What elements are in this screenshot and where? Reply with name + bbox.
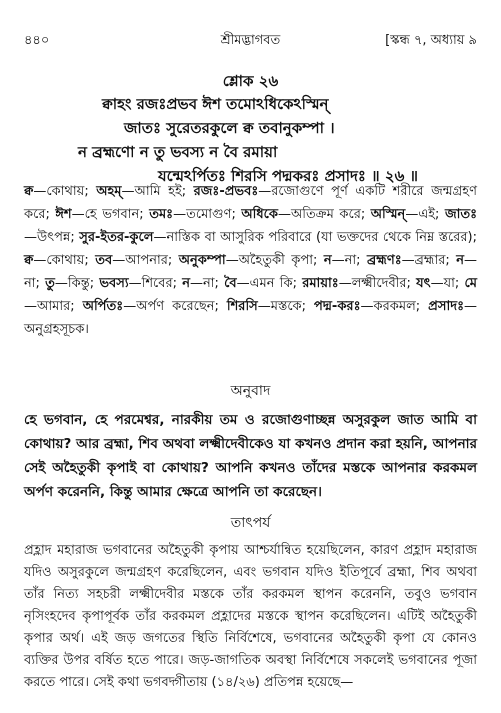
verse-block [24, 70, 477, 188]
synonym-meaning: কোথায়; [46, 253, 89, 268]
synonym-meaning: আমি হই; [134, 184, 187, 199]
synonym-term: শিরসি [226, 299, 258, 314]
translation-text: হে ভগবান, হে পরমেশ্বর, নারকীয় তম ও রজোগুণাচ্ছন্ন অসুরকুল জাত আমি বা কোথায়? আর ব্রহ্মা, শিব অথবা লক্ষ্মীদেবীকেও যা কখনও প্রদান করা হয়নি, আপনার সেই অহৈতুকী কৃপাই বা কোথায়? আপনি কখনও তাঁদের মস্তকে আপনার করকমল অর্পণ করেননি, কিন্তু আমার ক্ষেত্রে আপনি তা করেছেন। [24, 412, 477, 500]
synonym-term: ক্ব [24, 253, 34, 268]
synonym-meaning: কোথায়; [46, 184, 89, 199]
synonym-term: ন [182, 276, 190, 291]
synonym-term: রমায়াঃ [302, 276, 339, 291]
translation-heading: অনুবাদ [230, 383, 271, 399]
synonym-meaning: রজোগুণে পূর্ণ একটি শরীরে জন্মগ্রহণ করে; [24, 184, 477, 222]
purport-section [24, 512, 477, 694]
purport-heading: তাৎপর্য [230, 515, 271, 531]
synonym-meaning: মস্তকে; [270, 299, 307, 314]
synonym-meaning: না; [203, 276, 219, 291]
synonym-meaning: এই; [418, 207, 440, 222]
synonym-term: অর্পিতঃ [82, 299, 124, 314]
synonym-meaning: উৎপন্ন; [37, 230, 75, 245]
translation-section [24, 380, 477, 504]
synonym-meaning: না; [24, 276, 40, 291]
synonym-meaning: লক্ষ্মীদেবীর; [351, 276, 411, 291]
synonym-meaning: শিবের; [141, 276, 177, 291]
synonym-term: তব [95, 253, 113, 268]
synonym-term: ন [456, 253, 465, 268]
verse-line: জাতঃ সুরেতরকুলে ক্ব তবানুকম্পা । [124, 119, 335, 137]
synonym-term: অনুকম্পা [178, 253, 226, 268]
synonym-term: প্রসাদঃ [428, 299, 464, 314]
synonym-meaning: নাস্তিক বা আসুরিক পরিবারে (যা ভক্তদের থেকে নিম্ন স্তরের); [166, 230, 477, 245]
verse-line: ন ব্রহ্মণো ন তু ভবস্য ন বৈ রমায়া [78, 143, 278, 161]
synonym-term: ক্ব [24, 184, 34, 199]
synonym-term: যৎ [416, 276, 431, 291]
word-for-word-synonyms: ক্ব—কোথায়; অহম্—আমি হই; রজঃ-প্রভবঃ—রজোগুণে পূর্ণ একটি শরীরে জন্মগ্রহণ করে; ঈশ—হে ভগবান; তমঃ—তমোগুণ; অধিকে—অতিক্রম করে; অস্মিন্—এই; জাতঃ—উৎপন্ন; সুর-ইতর-কুলে—নাস্তিক বা আসুরিক পরিবারে (যা ভক্তদের থেকে নিম্ন স্তরের); ক্ব—কোথায়; তব—আপনার; অনুকম্পা—অহৈতুকী কৃপা; ন—না; ব্রহ্মণঃ—ব্রহ্মার; ন—না; তু—কিন্তু; ভবস্য—শিবের; ন—না; বৈ—এমন কি; রমায়াঃ—লক্ষ্মীদেবীর; যৎ—যা; মে—আমার; অর্পিতঃ—অর্পণ করেছেন; শিরসি—মস্তকে; পদ্ম-করঃ—করকমল; প্রসাদঃ—অনুগ্রহসূচক। [24, 184, 478, 337]
synonym-meaning: অর্পণ করেছেন; [136, 299, 219, 314]
synonym-term: ন [323, 253, 332, 268]
verse-label: শ্লোক ২৬ [222, 72, 279, 90]
synonym-term: রজঃ-প্রভবঃ [193, 184, 259, 199]
synonym-meaning: হে ভগবান; [84, 207, 144, 222]
verse-line: ক্বাহং রজঃপ্রভব ঈশ তমোঽধিকেঽস্মিন্ [102, 95, 329, 113]
synonym-meaning: আমার; [37, 299, 75, 314]
synonym-term: তমঃ [149, 207, 174, 222]
synonym-meaning: ব্রহ্মার; [414, 253, 450, 268]
synonym-term: মে [464, 276, 477, 291]
synonym-meaning: এমন কি; [249, 276, 297, 291]
synonym-term: পদ্ম-করঃ [314, 299, 361, 314]
synonym-meaning: না; [344, 253, 361, 268]
synonym-meaning: করকমল; [373, 299, 421, 314]
synonym-meaning: যা; [443, 276, 460, 291]
synonym-meaning: অনুগ্রহসূচক। [24, 322, 89, 337]
synonym-term: অস্মিন্ [370, 207, 406, 222]
synonym-meaning: তমোগুণ; [186, 207, 236, 222]
synonym-meaning: কিন্তু; [67, 276, 95, 291]
page-number: ৪৪০ [24, 33, 50, 48]
verse-line: যন্মেঽর্পিতঃ শিরসি পদ্মকরঃ প্রসাদঃ ॥ ২৬ ॥ [158, 167, 419, 185]
synonym-meaning: আপনার; [125, 253, 173, 268]
synonym-meaning: অতিক্রম করে; [291, 207, 366, 222]
synonym-term: ঈশ [55, 207, 72, 222]
running-header [24, 30, 477, 52]
synonym-meaning: অহৈতুকী কৃপা; [238, 253, 318, 268]
purport-text: প্রহ্লাদ মহারাজ ভগবানের অহৈতুকী কৃপায় আশ্চর্যান্বিত হয়েছিলেন, কারণ প্রহ্লাদ মহারাজ যদিও অসুরকুলে জন্মগ্রহণ করেছিলেন, এবং ভগবান যদিও ইতিপূর্বে ব্রহ্মা, শিব অথবা তাঁর নিত্য সহচরী লক্ষ্মীদেবীর মস্তকে তাঁর করকমল স্থাপন করেননি, তবুও ভগবান নৃসিংহদেব কৃপাপূর্বক তাঁর করকমল প্রহ্লাদের মস্তকে স্থাপন করেছিলেন। এটিই অহৈতুকী কৃপার অর্থ। এই জড় জগতের স্থিতি নির্বিশেষে, ভগবানের অহৈতুকী কৃপা যে কোনও ব্যক্তির উপর বর্ষিত হতে পারে। জড়-জাগতিক অবস্থা নির্বিশেষে সকলেই ভগবানের পূজা করতে পারে। সেই কথা ভগবদ্গীতায় (১৪/২৬) প্রতিপন্ন হয়েছে— [24, 543, 477, 690]
synonym-term: অহম্ [96, 184, 122, 199]
chapter-reference: [স্কন্ধ ৭, অধ্যায় ৯ [385, 33, 477, 48]
synonym-term: তু [45, 276, 55, 291]
synonym-term: ভবস্য [99, 276, 129, 291]
synonym-term: অধিকে [241, 207, 278, 222]
book-title: শ্রীমদ্ভাগবত [220, 33, 281, 48]
synonym-term: সুর-ইতর-কুলে [79, 230, 154, 245]
synonym-term: জাতঃ [444, 207, 478, 222]
synonym-term: বৈ [224, 276, 237, 291]
synonym-term: ব্রহ্মণঃ [367, 253, 402, 268]
